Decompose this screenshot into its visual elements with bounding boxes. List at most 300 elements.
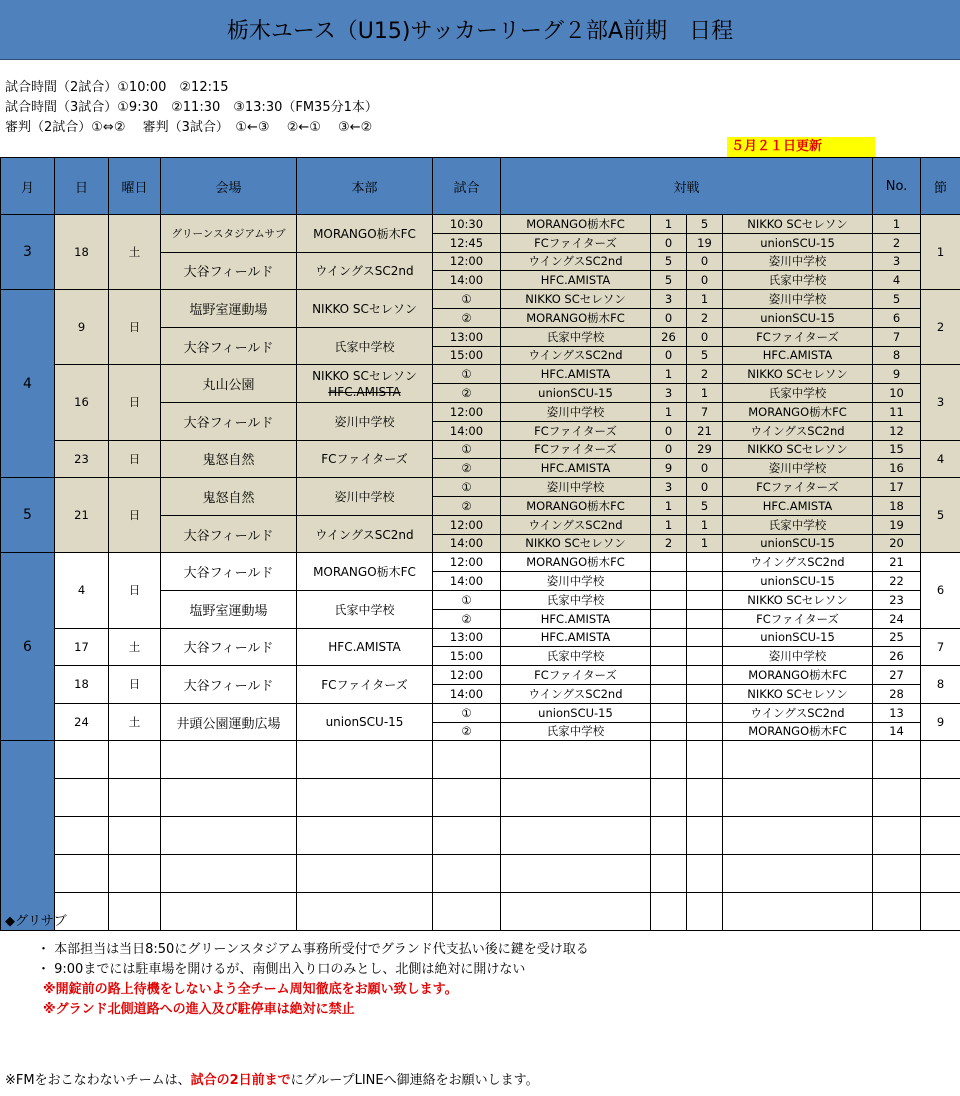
away-score-cell: 5 — [687, 215, 723, 234]
header-month: 月 — [1, 158, 55, 215]
venue-cell: 大谷フィールド — [161, 666, 297, 704]
match-time-cell: ① — [433, 703, 501, 722]
venue-cell: 大谷フィールド — [161, 327, 297, 365]
home-score-cell: 1 — [651, 215, 687, 234]
match-time-2games: 試合時間（2試合）①10:00 ②12:15 — [5, 80, 229, 95]
match-time-cell: ② — [433, 722, 501, 741]
home-team-cell: 姿川中学校 — [501, 402, 651, 421]
away-team-cell: 姿川中学校 — [723, 290, 873, 309]
weekday-cell: 日 — [109, 440, 161, 478]
venue-cell: 大谷フィールド — [161, 402, 297, 440]
match-time-cell: ① — [433, 365, 501, 384]
match-time-cell: ① — [433, 290, 501, 309]
home-score-cell: 2 — [651, 534, 687, 553]
away-score-cell — [687, 628, 723, 647]
hq-cell — [297, 365, 433, 403]
match-no-cell: 3 — [873, 252, 921, 271]
empty-cell — [651, 893, 687, 931]
day-cell: 21 — [55, 478, 109, 553]
empty-cell — [297, 741, 433, 779]
table-row — [1, 215, 960, 234]
away-team-cell: unionSCU-15 — [723, 233, 873, 252]
home-team-cell: NIKKO SCセレソン — [501, 534, 651, 553]
empty-cell — [723, 893, 873, 931]
home-team-cell: MORANGO栃木FC — [501, 215, 651, 234]
home-team-cell: MORANGO栃木FC — [501, 496, 651, 515]
match-no-cell: 2 — [873, 233, 921, 252]
header-hq: 本部 — [297, 158, 433, 215]
empty-cell — [433, 817, 501, 855]
note-bullet: ・ 9:00までには駐車場を開けるが、南側出入り口のみとし、北側は絶対に開けない — [37, 962, 526, 977]
hq-cell: 姿川中学校 — [297, 478, 433, 516]
home-score-cell: 0 — [651, 421, 687, 440]
home-team-cell: unionSCU-15 — [501, 384, 651, 403]
match-no-cell: 13 — [873, 703, 921, 722]
empty-cell — [873, 817, 921, 855]
weekday-cell: 日 — [109, 365, 161, 440]
match-no-cell: 11 — [873, 402, 921, 421]
empty-cell — [651, 779, 687, 817]
empty-row — [1, 855, 960, 893]
away-team-cell: 氏家中学校 — [723, 384, 873, 403]
home-team-cell: HFC.AMISTA — [501, 365, 651, 384]
venue-cell: 大谷フィールド — [161, 252, 297, 290]
venue-cell: 鬼怒自然 — [161, 478, 297, 516]
away-score-cell: 5 — [687, 346, 723, 365]
weekday-cell: 土 — [109, 215, 161, 290]
match-no-cell: 22 — [873, 572, 921, 591]
empty-cell — [297, 817, 433, 855]
away-score-cell — [687, 553, 723, 572]
hq-cell: 氏家中学校 — [297, 327, 433, 365]
home-team-cell: HFC.AMISTA — [501, 628, 651, 647]
match-no-cell: 18 — [873, 496, 921, 515]
home-score-cell: 5 — [651, 252, 687, 271]
venue-cell: グリーンスタジアムサブ — [161, 215, 297, 253]
section-cell: 4 — [921, 440, 960, 478]
match-time-cell: 13:00 — [433, 628, 501, 647]
empty-cell — [109, 779, 161, 817]
venue-cell: 井頭公園運動広場 — [161, 703, 297, 741]
hq-cell: NIKKO SCセレソン — [297, 290, 433, 328]
match-no-cell: 9 — [873, 365, 921, 384]
away-score-cell: 2 — [687, 365, 723, 384]
home-team-cell: 氏家中学校 — [501, 327, 651, 346]
empty-cell — [873, 893, 921, 931]
match-no-cell: 7 — [873, 327, 921, 346]
away-score-cell: 1 — [687, 384, 723, 403]
match-no-cell: 1 — [873, 215, 921, 234]
away-team-cell: unionSCU-15 — [723, 534, 873, 553]
venue-cell: 大谷フィールド — [161, 553, 297, 591]
header-day: 日 — [55, 158, 109, 215]
match-time-cell: ② — [433, 609, 501, 628]
empty-cell — [921, 741, 960, 779]
venue-cell: 塩野室運動場 — [161, 290, 297, 328]
section-cell: 7 — [921, 628, 960, 666]
away-team-cell: FCファイターズ — [723, 327, 873, 346]
venue-cell: 大谷フィールド — [161, 628, 297, 666]
empty-cell — [921, 855, 960, 893]
empty-cell — [651, 817, 687, 855]
away-score-cell: 0 — [687, 271, 723, 290]
day-cell: 9 — [55, 290, 109, 365]
away-score-cell — [687, 647, 723, 666]
away-score-cell — [687, 703, 723, 722]
empty-cell — [55, 817, 109, 855]
away-score-cell: 1 — [687, 290, 723, 309]
day-cell: 18 — [55, 215, 109, 290]
away-score-cell — [687, 590, 723, 609]
home-score-cell: 0 — [651, 233, 687, 252]
section-cell: 9 — [921, 703, 960, 741]
table-row — [1, 666, 960, 685]
empty-row — [1, 817, 960, 855]
empty-cell — [55, 779, 109, 817]
match-time-cell: 13:00 — [433, 327, 501, 346]
match-no-cell: 16 — [873, 459, 921, 478]
home-team-cell: FCファイターズ — [501, 440, 651, 459]
home-team-cell: FCファイターズ — [501, 666, 651, 685]
away-team-cell: MORANGO栃木FC — [723, 722, 873, 741]
match-no-cell: 27 — [873, 666, 921, 685]
match-time-cell: ② — [433, 384, 501, 403]
empty-cell — [873, 779, 921, 817]
match-no-cell: 24 — [873, 609, 921, 628]
header-no: No. — [873, 158, 921, 215]
empty-cell — [651, 855, 687, 893]
empty-cell — [109, 741, 161, 779]
home-score-cell: 3 — [651, 384, 687, 403]
away-team-cell: 氏家中学校 — [723, 271, 873, 290]
match-time-cell: 12:00 — [433, 553, 501, 572]
header-section: 節 — [921, 158, 960, 215]
empty-cell — [55, 855, 109, 893]
match-time-cell: ① — [433, 590, 501, 609]
away-team-cell: 姿川中学校 — [723, 459, 873, 478]
match-time-cell: ② — [433, 459, 501, 478]
away-score-cell: 21 — [687, 421, 723, 440]
hq-cell: MORANGO栃木FC — [297, 215, 433, 253]
venue-cell: 大谷フィールド — [161, 515, 297, 553]
table-header — [1, 158, 960, 215]
away-score-cell: 1 — [687, 534, 723, 553]
day-cell: 23 — [55, 440, 109, 478]
away-team-cell: 姿川中学校 — [723, 647, 873, 666]
match-no-cell: 17 — [873, 478, 921, 497]
home-team-cell: HFC.AMISTA — [501, 459, 651, 478]
table-row — [1, 290, 960, 309]
empty-cell — [55, 741, 109, 779]
away-team-cell: MORANGO栃木FC — [723, 402, 873, 421]
weekday-cell: 日 — [109, 666, 161, 704]
day-cell: 4 — [55, 553, 109, 628]
home-team-cell: FCファイターズ — [501, 233, 651, 252]
table-row — [1, 365, 960, 384]
match-time-cell: 14:00 — [433, 572, 501, 591]
match-no-cell: 23 — [873, 590, 921, 609]
home-team-cell: MORANGO栃木FC — [501, 553, 651, 572]
hq-cell: 氏家中学校 — [297, 590, 433, 628]
empty-cell — [161, 817, 297, 855]
empty-cell — [651, 741, 687, 779]
match-no-cell: 15 — [873, 440, 921, 459]
empty-cell — [873, 741, 921, 779]
empty-cell — [161, 741, 297, 779]
day-cell: 17 — [55, 628, 109, 666]
home-team-cell: unionSCU-15 — [501, 703, 651, 722]
match-no-cell: 8 — [873, 346, 921, 365]
header-fixture: 対戦 — [501, 158, 873, 215]
home-score-cell: 0 — [651, 308, 687, 327]
home-score-cell: 3 — [651, 478, 687, 497]
footer-note — [5, 1071, 539, 1091]
away-score-cell — [687, 722, 723, 741]
hq-cell: FCファイターズ — [297, 666, 433, 704]
away-team-cell: FCファイターズ — [723, 609, 873, 628]
home-team-cell: 姿川中学校 — [501, 572, 651, 591]
month-cell: 3 — [1, 215, 55, 290]
away-score-cell — [687, 609, 723, 628]
match-time-cell: 10:30 — [433, 215, 501, 234]
month-cell: 4 — [1, 290, 55, 478]
home-score-cell: 5 — [651, 271, 687, 290]
hq-cell: unionSCU-15 — [297, 703, 433, 741]
home-team-cell: MORANGO栃木FC — [501, 308, 651, 327]
away-team-cell: NIKKO SCセレソン — [723, 440, 873, 459]
home-score-cell — [651, 553, 687, 572]
away-score-cell: 19 — [687, 233, 723, 252]
schedule-table — [0, 157, 960, 931]
home-score-cell: 1 — [651, 515, 687, 534]
away-team-cell: MORANGO栃木FC — [723, 666, 873, 685]
away-score-cell: 7 — [687, 402, 723, 421]
away-score-cell — [687, 684, 723, 703]
weekday-cell: 日 — [109, 290, 161, 365]
home-score-cell: 9 — [651, 459, 687, 478]
home-team-cell: 氏家中学校 — [501, 722, 651, 741]
match-time-cell: 12:00 — [433, 252, 501, 271]
empty-cell — [723, 741, 873, 779]
match-time-cell: 14:00 — [433, 684, 501, 703]
match-time-cell: 14:00 — [433, 271, 501, 290]
empty-cell — [921, 893, 960, 931]
notes-section — [5, 912, 589, 1020]
note-bullet: ・ 本部担当は当日8:50にグリーンスタジアム事務所受付でグランド代支払い後に鍵を受け取る — [37, 942, 589, 957]
match-time-cell: 15:00 — [433, 346, 501, 365]
empty-cell — [873, 855, 921, 893]
match-time-cell: 15:00 — [433, 647, 501, 666]
away-score-cell: 0 — [687, 327, 723, 346]
away-score-cell: 29 — [687, 440, 723, 459]
empty-cell — [109, 817, 161, 855]
away-team-cell: NIKKO SCセレソン — [723, 684, 873, 703]
match-time-cell: ② — [433, 308, 501, 327]
away-team-cell: HFC.AMISTA — [723, 346, 873, 365]
section-cell: 5 — [921, 478, 960, 553]
empty-cell — [161, 855, 297, 893]
table-row — [1, 628, 960, 647]
month-cell: 6 — [1, 553, 55, 741]
home-score-cell — [651, 590, 687, 609]
away-team-cell: ウイングスSC2nd — [723, 421, 873, 440]
empty-cell — [921, 779, 960, 817]
day-cell: 18 — [55, 666, 109, 704]
empty-cell — [433, 855, 501, 893]
home-score-cell — [651, 684, 687, 703]
home-score-cell: 1 — [651, 496, 687, 515]
empty-cell — [687, 855, 723, 893]
home-score-cell — [651, 628, 687, 647]
empty-row — [1, 741, 960, 779]
away-team-cell: unionSCU-15 — [723, 628, 873, 647]
match-time-cell: ① — [433, 440, 501, 459]
empty-cell — [161, 779, 297, 817]
home-team-cell: HFC.AMISTA — [501, 271, 651, 290]
away-score-cell: 5 — [687, 496, 723, 515]
weekday-cell: 土 — [109, 628, 161, 666]
home-score-cell: 1 — [651, 402, 687, 421]
home-team-cell: ウイングスSC2nd — [501, 515, 651, 534]
away-team-cell: ウイングスSC2nd — [723, 553, 873, 572]
empty-cell — [1, 741, 55, 931]
home-score-cell — [651, 703, 687, 722]
empty-cell — [501, 855, 651, 893]
home-score-cell: 26 — [651, 327, 687, 346]
match-no-cell: 26 — [873, 647, 921, 666]
home-team-cell: HFC.AMISTA — [501, 609, 651, 628]
empty-cell — [109, 855, 161, 893]
hq-cell: ウイングスSC2nd — [297, 515, 433, 553]
match-time-cell: 12:00 — [433, 666, 501, 685]
away-team-cell: ウイングスSC2nd — [723, 703, 873, 722]
notes-heading: ◆グリサブ — [5, 914, 67, 929]
home-team-cell: FCファイターズ — [501, 421, 651, 440]
home-score-cell: 0 — [651, 346, 687, 365]
table-row — [1, 703, 960, 722]
empty-cell — [433, 779, 501, 817]
empty-cell — [501, 817, 651, 855]
referee-rule: 審判（2試合）①⇔② 審判（3試合） ①←③ ②←① ③←② — [5, 120, 373, 135]
empty-cell — [723, 779, 873, 817]
match-no-cell: 14 — [873, 722, 921, 741]
away-team-cell: unionSCU-15 — [723, 572, 873, 591]
weekday-cell: 土 — [109, 703, 161, 741]
away-score-cell — [687, 666, 723, 685]
hq-cell: 姿川中学校 — [297, 402, 433, 440]
away-team-cell: 姿川中学校 — [723, 252, 873, 271]
hq-cell: FCファイターズ — [297, 440, 433, 478]
weekday-cell: 日 — [109, 478, 161, 553]
footer-text: ※FMをおこなわないチームは、 — [5, 1073, 191, 1088]
home-team-cell: NIKKO SCセレソン — [501, 290, 651, 309]
hq-cell: MORANGO栃木FC — [297, 553, 433, 591]
footer-text: にグループLINEへ御連絡をお願いします。 — [290, 1073, 539, 1088]
table-row — [1, 478, 960, 497]
hq-name: NIKKO SCセレソン — [312, 368, 417, 383]
home-score-cell: 3 — [651, 290, 687, 309]
away-team-cell: FCファイターズ — [723, 478, 873, 497]
away-team-cell: NIKKO SCセレソン — [723, 215, 873, 234]
home-team-cell: 氏家中学校 — [501, 647, 651, 666]
away-team-cell: HFC.AMISTA — [723, 496, 873, 515]
empty-cell — [723, 855, 873, 893]
header-weekday: 曜日 — [109, 158, 161, 215]
empty-cell — [687, 817, 723, 855]
home-score-cell — [651, 722, 687, 741]
hq-name-struck: HFC.AMISTA — [328, 384, 401, 399]
venue-cell: 丸山公園 — [161, 365, 297, 403]
section-cell: 6 — [921, 553, 960, 628]
note-warning: ※グランド北側道路への進入及び駐停車は絶対に禁止 — [43, 1002, 355, 1017]
home-team-cell: 氏家中学校 — [501, 590, 651, 609]
match-time-cell: 14:00 — [433, 421, 501, 440]
empty-cell — [723, 817, 873, 855]
hq-cell: ウイングスSC2nd — [297, 252, 433, 290]
match-time-cell: 14:00 — [433, 534, 501, 553]
match-time-cell: 12:00 — [433, 515, 501, 534]
away-score-cell: 0 — [687, 252, 723, 271]
month-cell: 5 — [1, 478, 55, 553]
empty-cell — [687, 779, 723, 817]
home-team-cell: ウイングスSC2nd — [501, 346, 651, 365]
match-no-cell: 10 — [873, 384, 921, 403]
empty-cell — [501, 779, 651, 817]
empty-cell — [297, 779, 433, 817]
day-cell: 16 — [55, 365, 109, 440]
match-time-cell: 12:00 — [433, 402, 501, 421]
match-no-cell: 4 — [873, 271, 921, 290]
home-score-cell — [651, 647, 687, 666]
home-team-cell: ウイングスSC2nd — [501, 684, 651, 703]
away-score-cell: 1 — [687, 515, 723, 534]
section-cell: 1 — [921, 215, 960, 290]
home-score-cell: 1 — [651, 365, 687, 384]
match-no-cell: 19 — [873, 515, 921, 534]
home-score-cell — [651, 572, 687, 591]
home-team-cell: ウイングスSC2nd — [501, 252, 651, 271]
section-cell: 8 — [921, 666, 960, 704]
day-cell: 24 — [55, 703, 109, 741]
match-no-cell: 5 — [873, 290, 921, 309]
venue-cell: 塩野室運動場 — [161, 590, 297, 628]
match-no-cell: 20 — [873, 534, 921, 553]
hq-cell: HFC.AMISTA — [297, 628, 433, 666]
empty-cell — [687, 893, 723, 931]
away-score-cell: 0 — [687, 478, 723, 497]
weekday-cell: 日 — [109, 553, 161, 628]
venue-cell: 鬼怒自然 — [161, 440, 297, 478]
away-team-cell: NIKKO SCセレソン — [723, 590, 873, 609]
match-no-cell: 28 — [873, 684, 921, 703]
empty-row — [1, 779, 960, 817]
match-no-cell: 12 — [873, 421, 921, 440]
match-no-cell: 6 — [873, 308, 921, 327]
home-score-cell — [651, 609, 687, 628]
section-cell: 3 — [921, 365, 960, 440]
away-score-cell: 0 — [687, 459, 723, 478]
section-cell: 2 — [921, 290, 960, 365]
away-team-cell: unionSCU-15 — [723, 308, 873, 327]
away-score-cell: 2 — [687, 308, 723, 327]
empty-cell — [921, 817, 960, 855]
match-no-cell: 25 — [873, 628, 921, 647]
table-row — [1, 553, 960, 572]
empty-cell — [297, 855, 433, 893]
match-time-cell: ① — [433, 478, 501, 497]
away-score-cell — [687, 572, 723, 591]
away-team-cell: NIKKO SCセレソン — [723, 365, 873, 384]
